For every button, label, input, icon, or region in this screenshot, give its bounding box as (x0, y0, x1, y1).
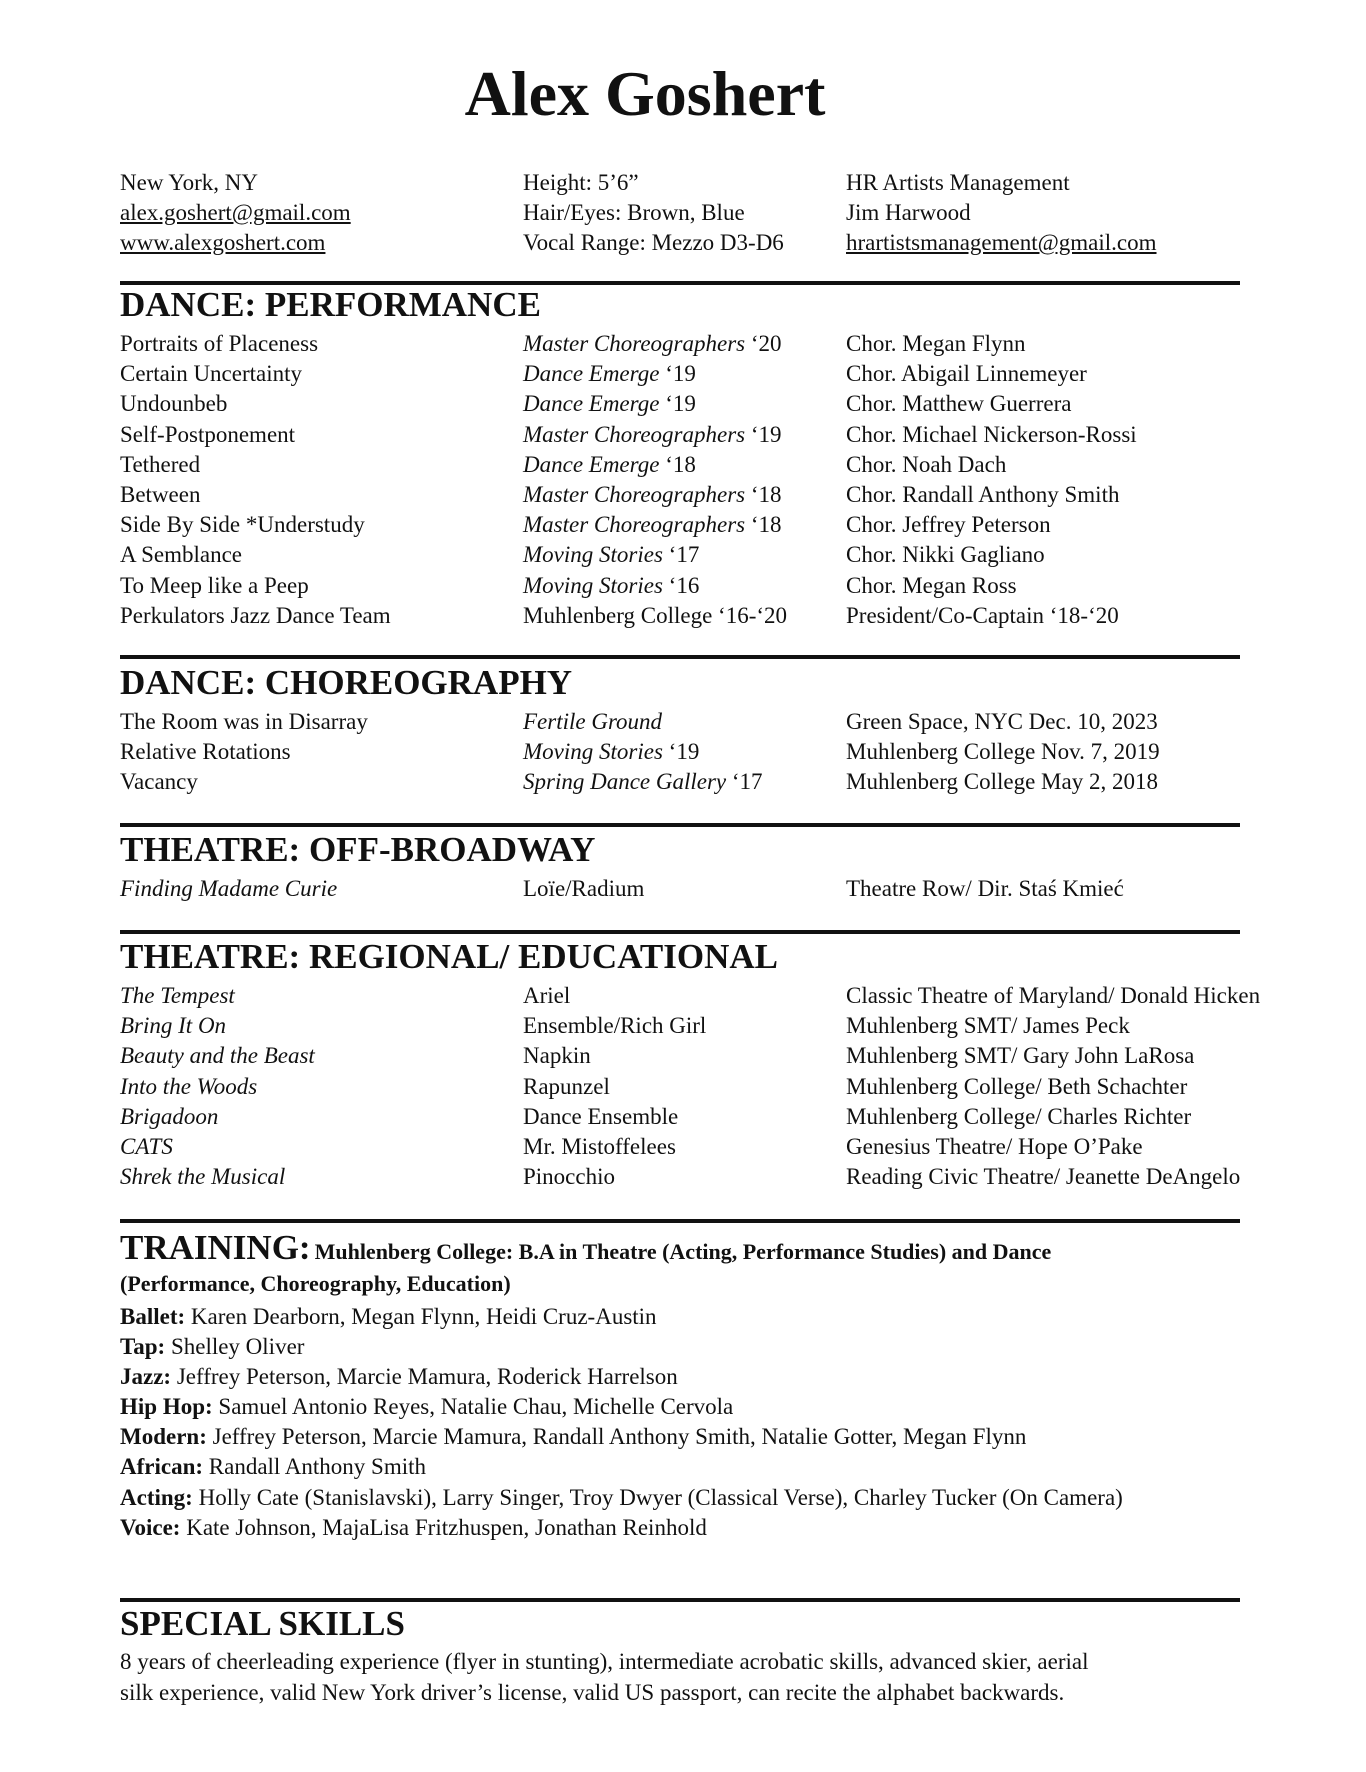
venue-name: Moving Stories (523, 542, 663, 568)
venue (523, 329, 782, 359)
training-item (120, 1422, 1270, 1452)
venue-name: Master Choreographers (523, 512, 746, 538)
credit: Theatre Row/ Dir. Staś Kmieć (846, 876, 1124, 901)
training-label: Acting: (120, 1484, 193, 1510)
credit: Chor. Abigail Linnemeyer (846, 361, 1087, 387)
training-item (120, 1483, 1270, 1513)
piece-title: Tethered (120, 451, 201, 477)
piece-title: Perkulators Jazz Dance Team (120, 602, 391, 628)
table-row (120, 707, 1270, 737)
table-row (120, 874, 1270, 904)
venue (523, 707, 662, 737)
piece-title: Certain Uncertainty (120, 361, 303, 387)
piece-title: To Meep like a Peep (120, 572, 309, 598)
show-title: CATS (120, 1133, 173, 1159)
piece-title: Self-Postponement (120, 421, 296, 447)
training-label: Modern: (120, 1424, 207, 1450)
training-label: Ballet: (120, 1304, 186, 1329)
dance-performance-list (120, 329, 1270, 631)
training-item (120, 1362, 1270, 1392)
role: Loïe/Radium (523, 876, 645, 901)
training-item (120, 1513, 1270, 1543)
venue-name: Spring Dance Gallery (523, 769, 727, 795)
training-teachers: Shelley Oliver (165, 1334, 305, 1360)
venue-year: ‘18 (745, 481, 782, 507)
training-degree-detail: (Performance, Choreography, Education) (120, 1271, 511, 1296)
venue-year: ‘17 (726, 769, 763, 795)
training-label: African: (120, 1454, 204, 1480)
role: Dance Ensemble (523, 1103, 679, 1129)
credit: Green Space, NYC Dec. 10, 2023 (846, 709, 1158, 734)
training-teachers: Randall Anthony Smith (203, 1454, 427, 1480)
table-row (120, 767, 1270, 797)
venue (523, 359, 696, 389)
applicant-name: Alex Goshert (464, 58, 826, 129)
venue-year: ‘18 (745, 512, 782, 538)
table-row (120, 359, 1270, 389)
credit: Muhlenberg College Nov. 7, 2019 (846, 739, 1160, 765)
venue-year: ‘17 (662, 542, 700, 568)
venue-name: Dance Emerge (523, 391, 660, 417)
training-teachers: Jeffrey Peterson, Marcie Mamura, Roderick Harrelson (171, 1364, 678, 1390)
credit: Genesius Theatre/ Hope O’Pake (846, 1133, 1143, 1159)
table-row (120, 1102, 1270, 1132)
special-skills-section (120, 1604, 1270, 1708)
piece-title: Between (120, 481, 201, 507)
show-title: Brigadoon (120, 1103, 219, 1129)
section-title: DANCE: CHOREOGRAPHY (120, 663, 573, 702)
regional-section (120, 937, 1270, 1192)
table-row (120, 420, 1270, 450)
credit: Chor. Megan Flynn (846, 331, 1026, 356)
credit: President/Co-Captain ‘18-‘20 (846, 602, 1119, 628)
role: Mr. Mistoffelees (523, 1133, 676, 1159)
divider (120, 930, 1240, 934)
section-title: TRAINING: (120, 1228, 311, 1267)
training-teachers: Holly Cate (Stanislavski), Larry Singer, Troy Dwyer (Classical Verse), Charley Tucker (On Camera) (192, 1484, 1123, 1510)
dance-choreography-section (120, 663, 1270, 798)
venue (523, 420, 782, 450)
training-item (120, 1392, 1270, 1422)
training-section (120, 1228, 1270, 1543)
divider (120, 823, 1240, 827)
divider (120, 1219, 1240, 1223)
training-label: Jazz: (120, 1364, 172, 1390)
show-title: Shrek the Musical (120, 1164, 286, 1190)
piece-title: Relative Rotations (120, 739, 291, 765)
credit: Muhlenberg SMT/ Gary John LaRosa (846, 1043, 1195, 1069)
credit: Chor. Noah Dach (846, 451, 1007, 477)
venue-year: ‘19 (659, 361, 696, 387)
piece-title: The Room was in Disarray (120, 709, 368, 734)
training-label: Voice: (120, 1514, 181, 1540)
training-item (120, 1332, 1270, 1362)
venue-year: ‘20 (745, 331, 782, 356)
section-title: DANCE: PERFORMANCE (120, 285, 541, 324)
off-broadway-list (120, 874, 1270, 904)
venue-year: ‘19 (662, 739, 700, 765)
venue-year: Muhlenberg College ‘16-‘20 (523, 602, 788, 628)
training-teachers: Karen Dearborn, Megan Flynn, Heidi Cruz-Austin (185, 1304, 657, 1329)
training-teachers: Kate Johnson, MajaLisa Fritzhuspen, Jonathan Reinhold (180, 1514, 707, 1540)
venue (523, 480, 782, 510)
vocal-range: Vocal Range: Mezzo D3-D6 (523, 230, 784, 255)
skills-line: silk experience, valid New York driver’s license, valid US passport, can recite the alphabet backwards. (120, 1680, 1065, 1705)
venue-name: Master Choreographers (523, 331, 746, 356)
venue (523, 601, 787, 631)
email-link[interactable]: alex.goshert@gmail.com (120, 200, 351, 225)
agency-name: HR Artists Management (846, 170, 1070, 195)
credit: Reading Civic Theatre/ Jeanette DeAngelo (846, 1164, 1241, 1190)
show-title: Finding Madame Curie (120, 876, 338, 901)
dance-choreography-list (120, 707, 1270, 798)
venue (523, 767, 763, 797)
venue-name: Master Choreographers (523, 421, 746, 447)
agent-name: Jim Harwood (846, 200, 971, 225)
table-row (120, 1011, 1270, 1041)
role: Ensemble/Rich Girl (523, 1013, 707, 1039)
table-row (120, 981, 1270, 1011)
credit: Muhlenberg SMT/ James Peck (846, 1013, 1130, 1039)
divider (120, 1598, 1240, 1602)
training-list (120, 1302, 1270, 1543)
venue-year: ‘19 (745, 421, 782, 447)
venue-year: ‘19 (659, 391, 696, 417)
role: Rapunzel (523, 1073, 610, 1099)
table-row (120, 480, 1270, 510)
venue-year: ‘16 (662, 572, 700, 598)
table-row (120, 737, 1270, 767)
table-row (120, 540, 1270, 570)
regional-list (120, 981, 1270, 1192)
piece-title: A Semblance (120, 542, 242, 568)
table-row (120, 389, 1270, 419)
website-link[interactable]: www.alexgoshert.com (120, 230, 326, 255)
show-title: The Tempest (120, 983, 235, 1008)
venue (523, 737, 699, 767)
venue (523, 571, 699, 601)
venue (523, 540, 699, 570)
dance-performance-section (120, 285, 1270, 631)
credit: Muhlenberg College/ Beth Schachter (846, 1073, 1188, 1099)
venue-name: Dance Emerge (523, 361, 660, 387)
venue-name: Moving Stories (523, 739, 663, 765)
section-title: SPECIAL SKILLS (120, 1604, 405, 1643)
piece-title: Side By Side *Understudy (120, 512, 365, 538)
role: Pinocchio (523, 1164, 615, 1190)
show-title: Bring It On (120, 1013, 227, 1039)
divider (120, 655, 1240, 659)
agency-email-link[interactable]: hrartistsmanagement@gmail.com (846, 230, 1157, 255)
table-row (120, 510, 1270, 540)
section-title: THEATRE: OFF-BROADWAY (120, 830, 596, 869)
credit: Chor. Jeffrey Peterson (846, 512, 1051, 538)
special-skills-text (120, 1646, 1270, 1708)
credit: Muhlenberg College May 2, 2018 (846, 769, 1158, 795)
section-title: THEATRE: REGIONAL/ EDUCATIONAL (120, 937, 778, 976)
show-title: Beauty and the Beast (120, 1043, 315, 1069)
table-row (120, 1072, 1270, 1102)
piece-title: Portraits of Placeness (120, 331, 319, 356)
table-row (120, 601, 1270, 631)
table-row (120, 329, 1270, 359)
training-item (120, 1452, 1270, 1482)
piece-title: Vacancy (120, 769, 198, 795)
role: Ariel (523, 983, 571, 1008)
table-row (120, 1162, 1270, 1192)
table-row (120, 571, 1270, 601)
training-degree: Muhlenberg College: B.A in Theatre (Acting, Performance Studies) and Dance (314, 1239, 1052, 1264)
location: New York, NY (120, 170, 259, 195)
venue-year: ‘18 (659, 451, 696, 477)
training-item (120, 1302, 1270, 1332)
table-row (120, 1132, 1270, 1162)
venue-name: Moving Stories (523, 572, 663, 598)
venue-name: Fertile Ground (523, 709, 663, 734)
venue-name: Master Choreographers (523, 481, 746, 507)
table-row (120, 450, 1270, 480)
venue (523, 389, 696, 419)
hair-eyes: Hair/Eyes: Brown, Blue (523, 200, 745, 225)
credit: Chor. Megan Ross (846, 572, 1017, 598)
piece-title: Undounbeb (120, 391, 228, 417)
credit: Chor. Nikki Gagliano (846, 542, 1045, 568)
credit: Chor. Matthew Guerrera (846, 391, 1072, 417)
credit: Muhlenberg College/ Charles Richter (846, 1103, 1192, 1129)
training-teachers: Jeffrey Peterson, Marcie Mamura, Randall Anthony Smith, Natalie Gotter, Megan Flynn (206, 1424, 1027, 1450)
height: Height: 5’6” (523, 170, 639, 195)
venue (523, 510, 782, 540)
venue-name: Dance Emerge (523, 451, 660, 477)
training-teachers: Samuel Antonio Reyes, Natalie Chau, Michelle Cervola (212, 1394, 734, 1420)
contact-block (120, 168, 1270, 258)
credit: Chor. Michael Nickerson-Rossi (846, 421, 1137, 447)
training-label: Hip Hop: (120, 1394, 213, 1420)
off-broadway-section (120, 830, 1270, 904)
training-label: Tap: (120, 1334, 166, 1360)
credit: Classic Theatre of Maryland/ Donald Hicken (846, 983, 1261, 1008)
credit: Chor. Randall Anthony Smith (846, 481, 1120, 507)
skills-line: 8 years of cheerleading experience (flyer in stunting), intermediate acrobatic skills, advanced skier, aerial (120, 1649, 1089, 1674)
venue (523, 450, 696, 480)
show-title: Into the Woods (120, 1073, 258, 1099)
table-row (120, 1041, 1270, 1071)
role: Napkin (523, 1043, 591, 1069)
